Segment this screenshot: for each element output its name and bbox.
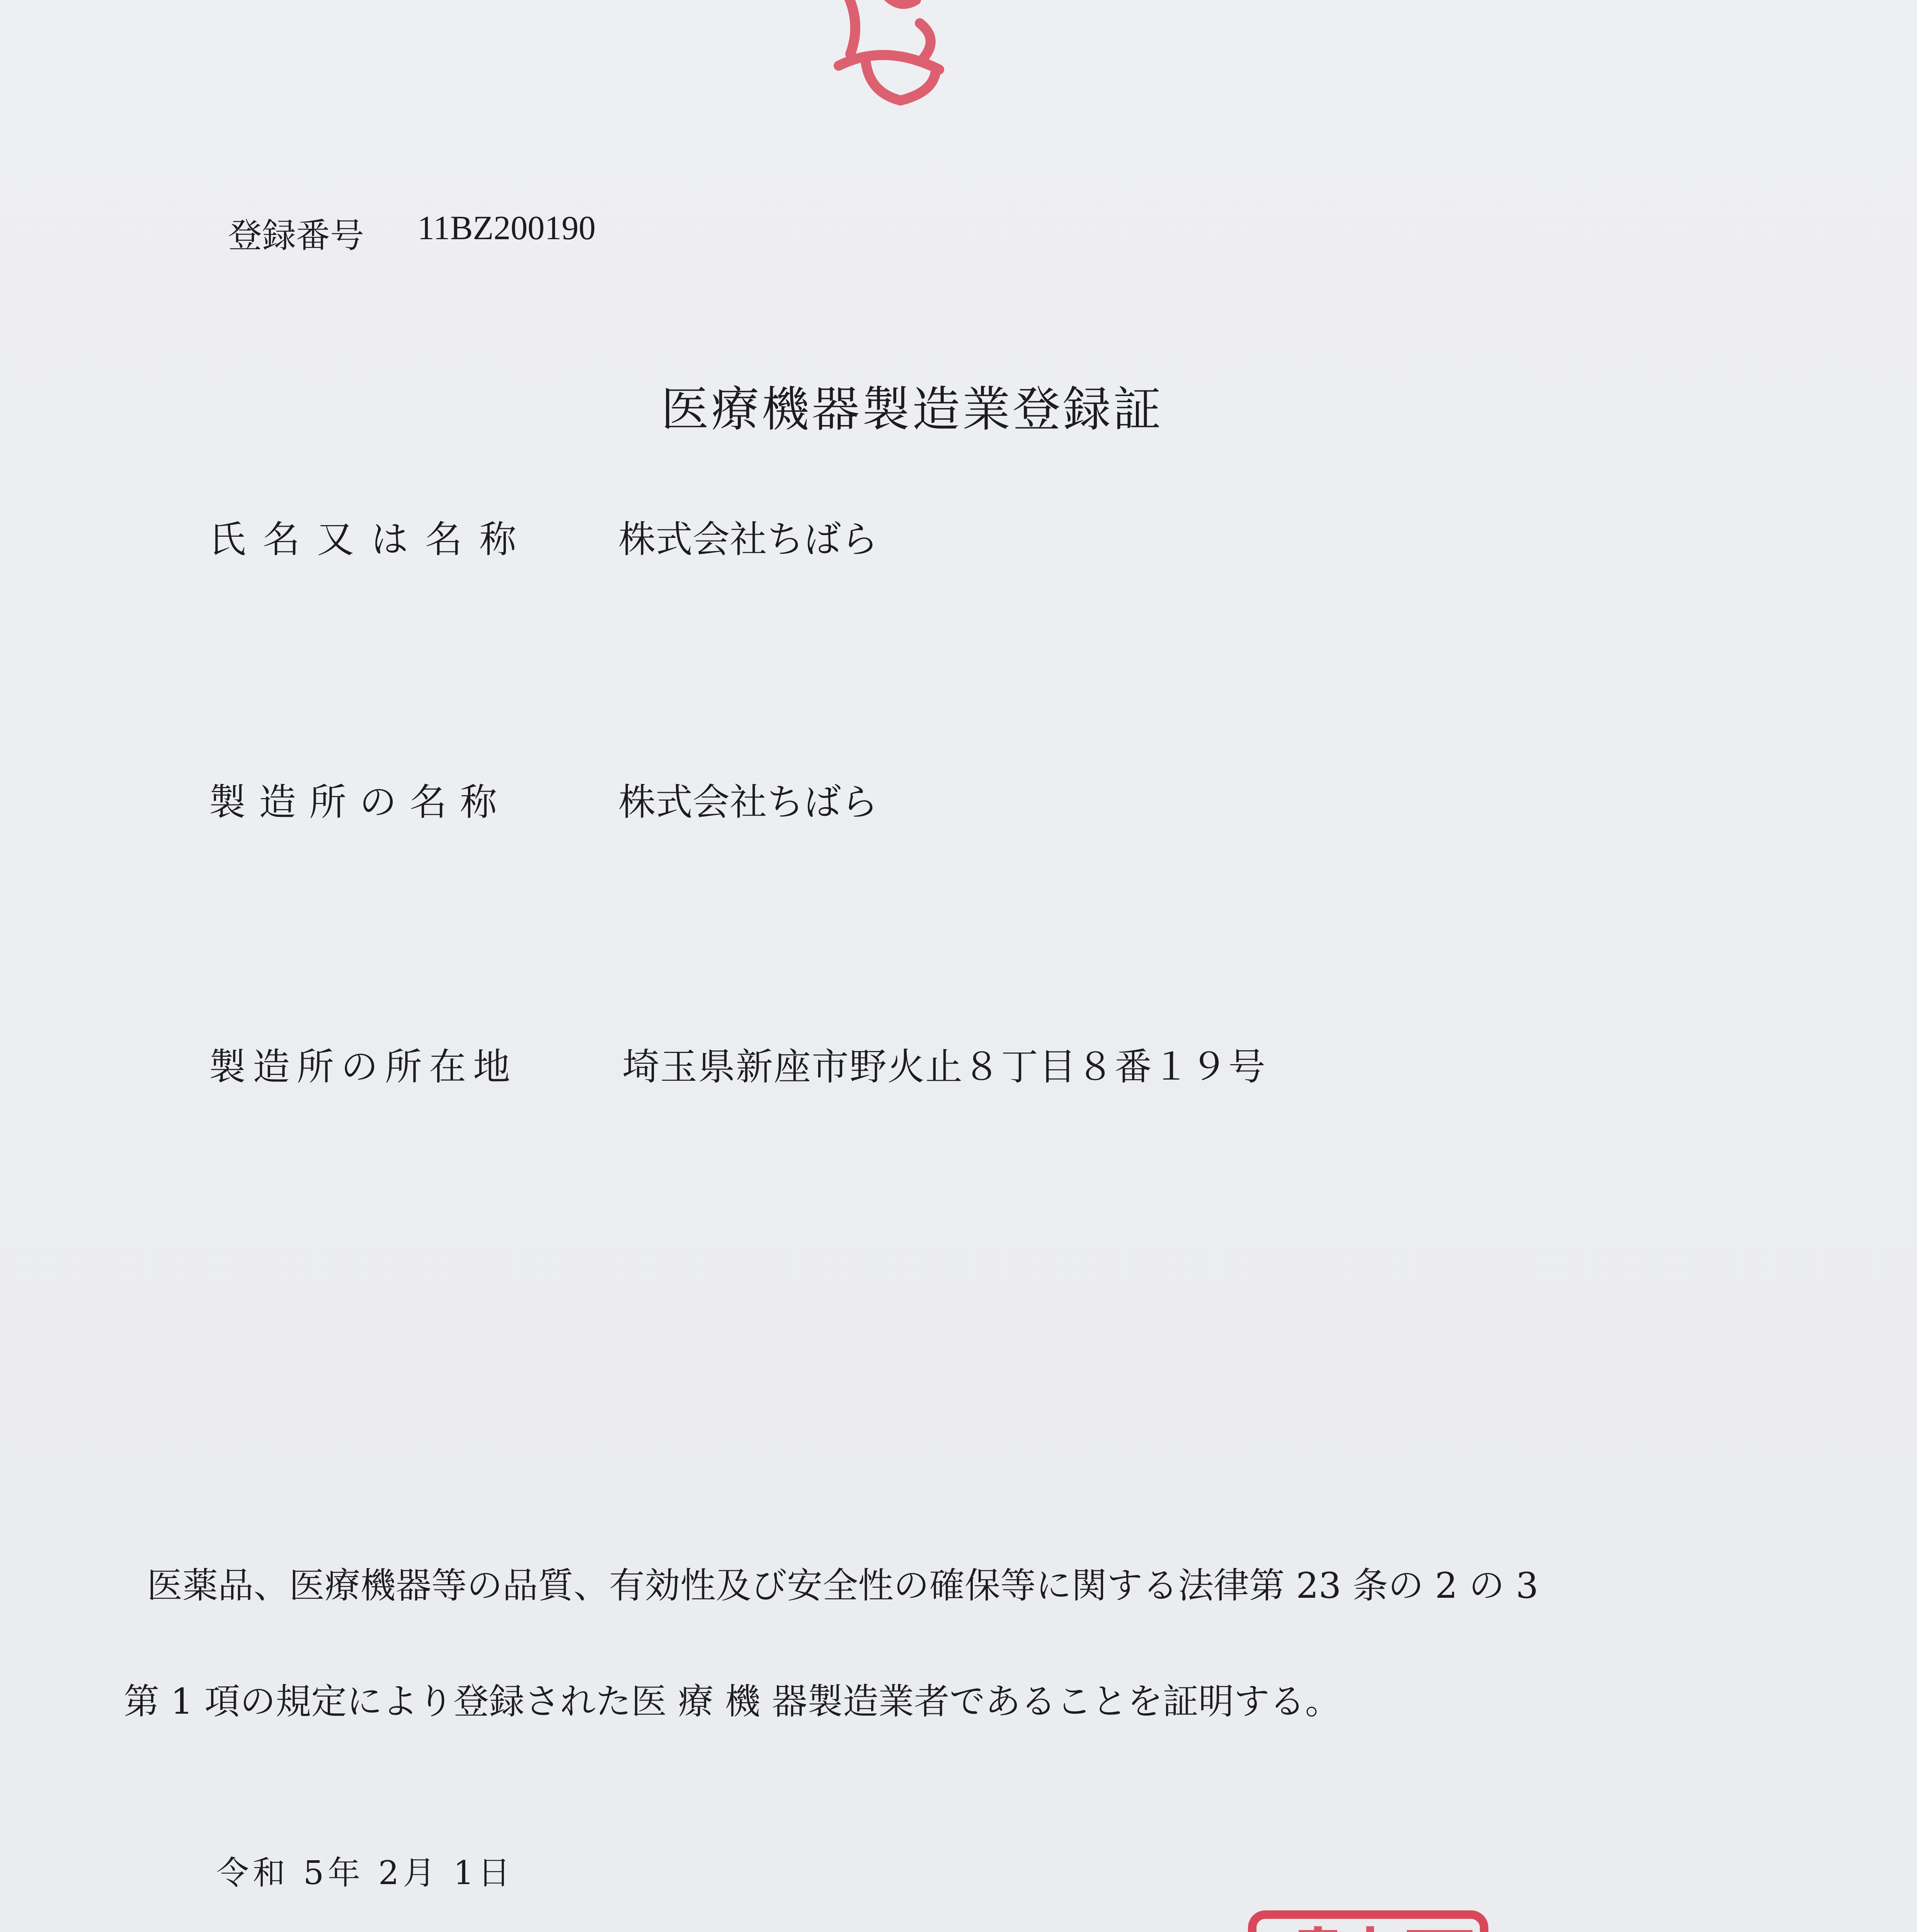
issue-date: 令和 5年 2月 1日: [216, 1854, 514, 1892]
top-stamp-mark: [823, 0, 962, 116]
factory-address-label: 製造所の所在地: [209, 1045, 517, 1088]
body-line-1: 医薬品、医療機器等の品質、有効性及び安全性の確保等に関する法律第 23 条の 2 の 3: [147, 1565, 1539, 1606]
name-label: 氏名又は名称: [209, 518, 533, 561]
body-line-2: 第 1 項の規定により登録された医 療 機 器製造業者であることを証明する。: [124, 1681, 1341, 1722]
factory-name-label: 製造所の名称: [209, 781, 510, 824]
name-value: 株式会社ちばら: [618, 518, 878, 561]
factory-name-value: 株式会社ちばら: [618, 781, 878, 824]
registration-number: 11BZ200190: [417, 209, 596, 247]
prefectural-governor-seal: [1245, 1907, 1492, 1932]
document-title: 医療機器製造業登録証: [661, 382, 1164, 437]
registration-label: 登録番号: [228, 216, 364, 255]
factory-address-value: 埼玉県新座市野火止８丁目８番１９号: [622, 1045, 1266, 1088]
